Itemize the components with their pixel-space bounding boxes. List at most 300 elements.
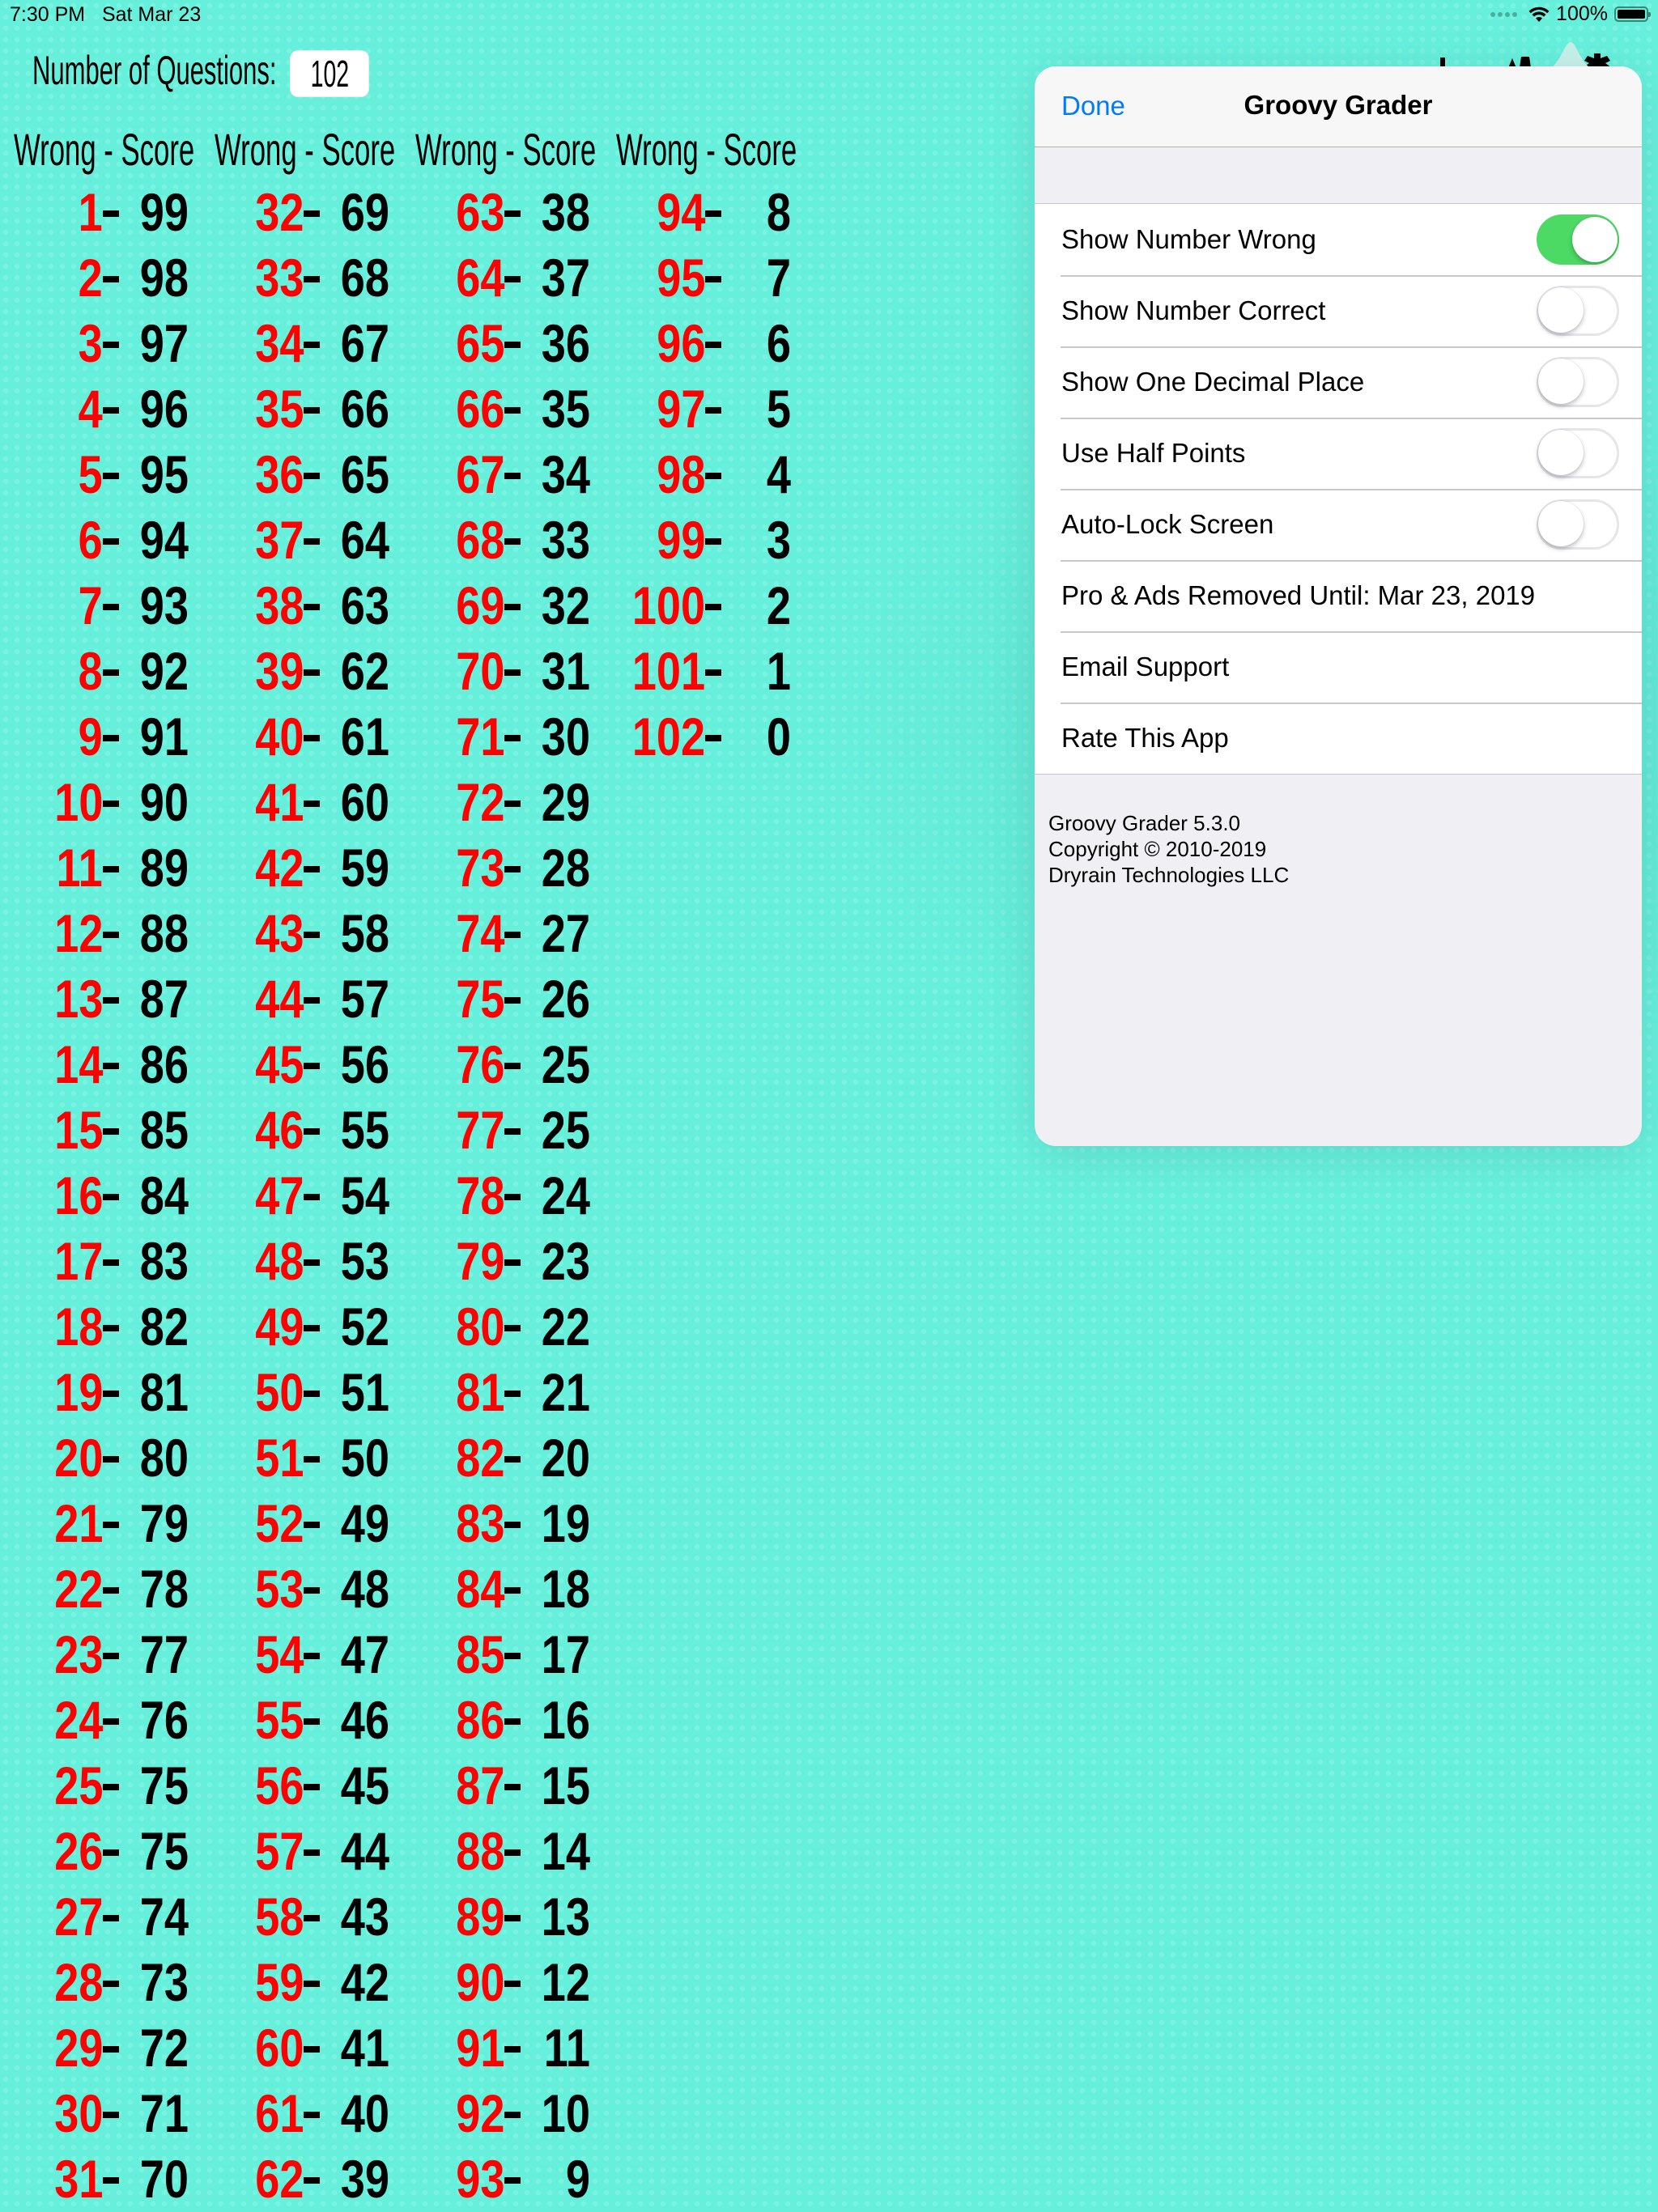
score-row (12, 770, 206, 835)
wrong-count: 84 (455, 1559, 504, 1619)
score-row (12, 1753, 206, 1819)
auto-lock-screen-toggle[interactable] (1537, 499, 1619, 550)
score-value: 80 (139, 1428, 189, 1488)
score-row (614, 376, 809, 442)
dash-separator (304, 2112, 320, 2118)
dash-separator (504, 1063, 521, 1069)
wrong-count: 61 (254, 2083, 304, 2143)
score-row (614, 245, 809, 311)
dash-separator (103, 1063, 119, 1069)
wrong-count: 65 (455, 313, 504, 373)
rate-this-app-row[interactable]: Rate This App (1035, 703, 1642, 774)
dash-separator (103, 276, 119, 282)
score-row (12, 2015, 206, 2081)
dash-separator (103, 1915, 119, 1921)
number-of-questions-field[interactable]: 102 (290, 50, 369, 97)
score-row (12, 901, 206, 966)
dash-separator (103, 2046, 119, 2053)
score-row (614, 573, 809, 639)
dash-separator (304, 210, 320, 217)
dash-separator (304, 866, 320, 872)
score-value: 83 (139, 1231, 189, 1291)
wrong-count: 14 (53, 1034, 103, 1094)
score-value: 52 (340, 1297, 389, 1356)
wrong-count: 86 (455, 1690, 504, 1750)
score-row (12, 966, 206, 1032)
dash-separator (304, 473, 320, 479)
dash-separator (103, 1849, 119, 1856)
score-column-4 (614, 180, 809, 770)
score-value: 54 (340, 1165, 389, 1225)
dash-separator (504, 1849, 521, 1856)
settings-popover (1035, 66, 1642, 1146)
score-row (213, 1884, 407, 1950)
score-value: 86 (139, 1034, 189, 1094)
dash-separator (103, 669, 119, 676)
setting-show-one-decimal-place: Show One Decimal Place (1035, 346, 1642, 418)
dash-separator (103, 1194, 119, 1200)
dash-separator (504, 800, 521, 807)
wrong-count: 64 (455, 248, 504, 308)
score-row (213, 2015, 407, 2081)
score-value: 87 (139, 969, 189, 1029)
score-value: 93 (139, 575, 189, 635)
score-row (614, 311, 809, 376)
wrong-count: 4 (78, 379, 103, 439)
score-row (213, 835, 407, 901)
dash-separator (304, 342, 320, 348)
score-value: 58 (340, 903, 389, 963)
score-value: 51 (340, 1362, 389, 1422)
score-row (414, 2015, 608, 2081)
score-row (12, 573, 206, 639)
score-row (414, 1819, 608, 1884)
score-column-2 (213, 180, 407, 2212)
score-value: 12 (541, 1952, 590, 2012)
score-row (12, 1688, 206, 1753)
dash-separator (103, 1981, 119, 1987)
setting-show-number-correct: Show Number Correct (1035, 275, 1642, 346)
score-row (213, 2146, 407, 2212)
score-row (213, 1688, 407, 1753)
score-value: 44 (340, 1821, 389, 1881)
score-row (12, 1360, 206, 1425)
score-row (414, 507, 608, 573)
score-row (12, 639, 206, 704)
wrong-count: 18 (53, 1297, 103, 1356)
score-row (213, 1163, 407, 1229)
score-value: 96 (139, 379, 189, 439)
dash-separator (504, 866, 521, 872)
wrong-count: 39 (254, 641, 304, 701)
wrong-count: 92 (455, 2083, 504, 2143)
score-value: 30 (541, 707, 590, 766)
wrong-count: 37 (254, 510, 304, 570)
score-value: 21 (541, 1362, 590, 1422)
dash-separator (504, 1653, 521, 1659)
company-text: Dryrain Technologies LLC (1048, 863, 1290, 887)
wrong-count: 94 (656, 182, 705, 242)
score-value: 28 (541, 838, 590, 898)
use-half-points-toggle[interactable] (1537, 428, 1619, 478)
wrong-count: 40 (254, 707, 304, 766)
dash-separator (304, 1456, 320, 1463)
dash-separator (504, 1718, 521, 1725)
dash-separator (103, 604, 119, 610)
wrong-count: 19 (53, 1362, 103, 1422)
wrong-count: 55 (254, 1690, 304, 1750)
score-value: 82 (139, 1297, 189, 1356)
wrong-count: 89 (455, 1887, 504, 1947)
score-row (213, 1294, 407, 1360)
score-value: 16 (541, 1690, 590, 1750)
wrong-count: 76 (455, 1034, 504, 1094)
show-number-correct-toggle[interactable] (1537, 286, 1619, 336)
dash-separator (504, 342, 521, 348)
score-row (213, 442, 407, 507)
score-value: 64 (340, 510, 389, 570)
wrong-count: 29 (53, 2018, 103, 2078)
dash-separator (103, 800, 119, 807)
score-value: 36 (541, 313, 590, 373)
dash-separator (103, 1522, 119, 1528)
score-value: 57 (340, 969, 389, 1029)
column-header-3: Wrong - Score (415, 124, 597, 175)
popover-arrow (1545, 42, 1596, 70)
score-row (213, 704, 407, 770)
score-value: 69 (340, 182, 389, 242)
score-value: 65 (340, 444, 389, 504)
wrong-count: 82 (455, 1428, 504, 1488)
score-row (12, 1819, 206, 1884)
dash-separator (504, 1915, 521, 1921)
score-value: 15 (541, 1756, 590, 1815)
score-value: 42 (340, 1952, 389, 2012)
score-value: 43 (340, 1887, 389, 1947)
wrong-count: 24 (53, 1690, 103, 1750)
column-header-2: Wrong - Score (215, 124, 396, 175)
battery-percent: 100% (1556, 2, 1608, 25)
dash-separator (103, 1128, 119, 1135)
score-value: 50 (340, 1428, 389, 1488)
score-row (414, 1294, 608, 1360)
score-row (414, 1491, 608, 1556)
score-row (12, 180, 206, 245)
wrong-count: 10 (53, 772, 103, 832)
score-row (12, 1098, 206, 1163)
score-row (414, 1688, 608, 1753)
done-button[interactable]: Done (1061, 91, 1125, 121)
copyright-text: Copyright © 2010-2019 (1048, 837, 1267, 861)
wrong-count: 56 (254, 1756, 304, 1815)
dash-separator (504, 1325, 521, 1331)
score-row (414, 311, 608, 376)
score-column-1 (12, 180, 206, 2212)
wrong-count: 57 (254, 1821, 304, 1881)
wrong-count: 12 (53, 903, 103, 963)
score-value: 40 (340, 2083, 389, 2143)
dash-separator (304, 604, 320, 610)
column-header-1: Wrong - Score (14, 124, 195, 175)
about-footer (1035, 775, 1642, 888)
wrong-count: 73 (455, 838, 504, 898)
status-date: Sat Mar 23 (101, 3, 202, 26)
wrong-count: 93 (455, 2149, 504, 2209)
score-value: 55 (340, 1100, 389, 1160)
score-value: 76 (139, 1690, 189, 1750)
score-value: 90 (139, 772, 189, 832)
wrong-count: 96 (656, 313, 705, 373)
score-row (213, 1032, 407, 1098)
dash-separator (304, 1390, 320, 1397)
wrong-count: 16 (53, 1165, 103, 1225)
dash-separator (504, 276, 521, 282)
wrong-count: 27 (53, 1887, 103, 1947)
score-value: 11 (543, 2018, 590, 2078)
dash-separator (304, 2177, 320, 2184)
dash-separator (504, 2177, 521, 2184)
score-row (614, 704, 809, 770)
score-value: 20 (541, 1428, 590, 1488)
score-value: 39 (340, 2149, 389, 2209)
score-row (414, 1425, 608, 1491)
dash-separator (705, 538, 721, 545)
column-header-4: Wrong - Score (616, 124, 797, 175)
wrong-count: 79 (455, 1231, 504, 1291)
score-value: 78 (139, 1559, 189, 1619)
score-row (213, 1360, 407, 1425)
score-row (12, 376, 206, 442)
dash-separator (504, 407, 521, 414)
wrong-count: 53 (254, 1559, 304, 1619)
dash-separator (304, 1653, 320, 1659)
score-row (414, 1556, 608, 1622)
dash-separator (504, 2046, 521, 2053)
dash-separator (504, 210, 521, 217)
score-value: 41 (340, 2018, 389, 2078)
dash-separator (504, 1456, 521, 1463)
dash-separator (304, 538, 320, 545)
score-value: 34 (541, 444, 590, 504)
wrong-count: 60 (254, 2018, 304, 2078)
wrong-count: 5 (78, 444, 103, 504)
score-value: 6 (766, 313, 791, 373)
wrong-count: 67 (455, 444, 504, 504)
wrong-count: 41 (254, 772, 304, 832)
score-row (414, 1098, 608, 1163)
score-row (213, 1425, 407, 1491)
dash-separator (705, 735, 721, 741)
dash-separator (504, 1981, 521, 1987)
dash-separator (705, 276, 721, 282)
wrong-count: 20 (53, 1428, 103, 1488)
score-value: 1 (766, 641, 791, 701)
dash-separator (504, 1587, 521, 1594)
score-row (414, 180, 608, 245)
pro-ads-removed-row[interactable]: Pro & Ads Removed Until: Mar 23, 2019 (1035, 560, 1642, 631)
wrong-count: 35 (254, 379, 304, 439)
wrong-count: 68 (455, 510, 504, 570)
wrong-count: 50 (254, 1362, 304, 1422)
dash-separator (103, 342, 119, 348)
show-number-wrong-toggle[interactable] (1537, 214, 1619, 265)
score-value: 32 (541, 575, 590, 635)
wrong-count: 33 (254, 248, 304, 308)
score-value: 88 (139, 903, 189, 963)
score-row (12, 311, 206, 376)
wrong-count: 45 (254, 1034, 304, 1094)
wrong-count: 98 (656, 444, 705, 504)
score-value: 38 (541, 182, 590, 242)
dash-separator (103, 1259, 119, 1266)
wrong-count: 7 (78, 575, 103, 635)
score-value: 23 (541, 1231, 590, 1291)
score-value: 24 (541, 1165, 590, 1225)
score-row (414, 245, 608, 311)
dash-separator (304, 1325, 320, 1331)
score-value: 98 (139, 248, 189, 308)
dash-separator (504, 538, 521, 545)
wrong-count: 69 (455, 575, 504, 635)
score-value: 59 (340, 838, 389, 898)
score-value: 48 (340, 1559, 389, 1619)
score-row (12, 704, 206, 770)
wrong-count: 72 (455, 772, 504, 832)
dash-separator (705, 342, 721, 348)
score-row (12, 1229, 206, 1294)
dash-separator (304, 1259, 320, 1266)
score-row (12, 1950, 206, 2015)
score-row (12, 1294, 206, 1360)
score-value: 95 (139, 444, 189, 504)
score-row (213, 573, 407, 639)
score-value: 91 (139, 707, 189, 766)
wrong-count: 58 (254, 1887, 304, 1947)
wrong-count: 21 (53, 1493, 103, 1553)
score-row (414, 639, 608, 704)
wrong-count: 17 (53, 1231, 103, 1291)
score-row (414, 835, 608, 901)
wrong-count: 36 (254, 444, 304, 504)
wrong-count: 74 (455, 903, 504, 963)
wrong-count: 99 (656, 510, 705, 570)
wrong-count: 102 (631, 707, 705, 766)
dash-separator (304, 735, 320, 741)
setting-use-half-points: Use Half Points (1035, 418, 1642, 489)
dash-separator (304, 1784, 320, 1790)
score-value: 46 (340, 1690, 389, 1750)
dash-separator (705, 407, 721, 414)
score-row (414, 770, 608, 835)
score-value: 94 (139, 510, 189, 570)
score-value: 45 (340, 1756, 389, 1815)
dash-separator (103, 1390, 119, 1397)
show-one-decimal-place-toggle[interactable] (1537, 357, 1619, 407)
score-row (414, 1884, 608, 1950)
score-value: 75 (139, 1821, 189, 1881)
wrong-count: 91 (455, 2018, 504, 2078)
wrong-count: 11 (56, 838, 103, 898)
dash-separator (304, 1128, 320, 1135)
score-row (213, 2081, 407, 2146)
score-row (213, 639, 407, 704)
wrong-count: 31 (53, 2149, 103, 2209)
status-bar-time-date (10, 3, 201, 27)
number-of-questions-label: Number of Questions: (32, 48, 277, 93)
score-value: 18 (541, 1559, 590, 1619)
wrong-count: 51 (254, 1428, 304, 1488)
dash-separator (504, 1259, 521, 1266)
score-value: 10 (541, 2083, 590, 2143)
signal-dots-icon (1490, 12, 1517, 17)
score-value: 2 (766, 575, 791, 635)
dash-separator (304, 276, 320, 282)
score-row (614, 507, 809, 573)
dash-separator (103, 407, 119, 414)
wrong-count: 83 (455, 1493, 504, 1553)
score-row (614, 180, 809, 245)
score-value: 14 (541, 1821, 590, 1881)
score-value: 19 (541, 1493, 590, 1553)
score-row (213, 1229, 407, 1294)
wrong-count: 95 (656, 248, 705, 308)
wrong-count: 75 (455, 969, 504, 1029)
status-bar-right (1490, 2, 1648, 26)
popover-title: Groovy Grader (1244, 90, 1433, 120)
wrong-count: 78 (455, 1165, 504, 1225)
dash-separator (504, 604, 521, 610)
dash-separator (504, 735, 521, 741)
email-support-row[interactable]: Email Support (1035, 631, 1642, 703)
score-column-3 (414, 180, 608, 2212)
score-row (414, 966, 608, 1032)
score-value: 3 (766, 510, 791, 570)
dash-separator (304, 669, 320, 676)
wrong-count: 70 (455, 641, 504, 701)
score-row (414, 1622, 608, 1688)
score-value: 85 (139, 1100, 189, 1160)
score-value: 75 (139, 1756, 189, 1815)
dash-separator (103, 1718, 119, 1725)
score-row (614, 639, 809, 704)
wrong-count: 97 (656, 379, 705, 439)
score-value: 63 (340, 575, 389, 635)
wrong-count: 44 (254, 969, 304, 1029)
wrong-count: 2 (78, 248, 103, 308)
dash-separator (705, 473, 721, 479)
score-row (414, 901, 608, 966)
score-row (414, 1163, 608, 1229)
dash-separator (705, 604, 721, 610)
score-value: 49 (340, 1493, 389, 1553)
score-row (213, 1819, 407, 1884)
score-row (12, 1032, 206, 1098)
wrong-count: 88 (455, 1821, 504, 1881)
wrong-count: 30 (53, 2083, 103, 2143)
dash-separator (103, 538, 119, 545)
score-value: 9 (565, 2149, 590, 2209)
wrong-count: 54 (254, 1624, 304, 1684)
score-value: 67 (340, 313, 389, 373)
dash-separator (304, 1194, 320, 1200)
score-value: 13 (541, 1887, 590, 1947)
wrong-count: 1 (78, 182, 103, 242)
wrong-count: 23 (53, 1624, 103, 1684)
dash-separator (304, 407, 320, 414)
popover-header (1035, 66, 1642, 147)
score-row (213, 966, 407, 1032)
dash-separator (304, 1522, 320, 1528)
